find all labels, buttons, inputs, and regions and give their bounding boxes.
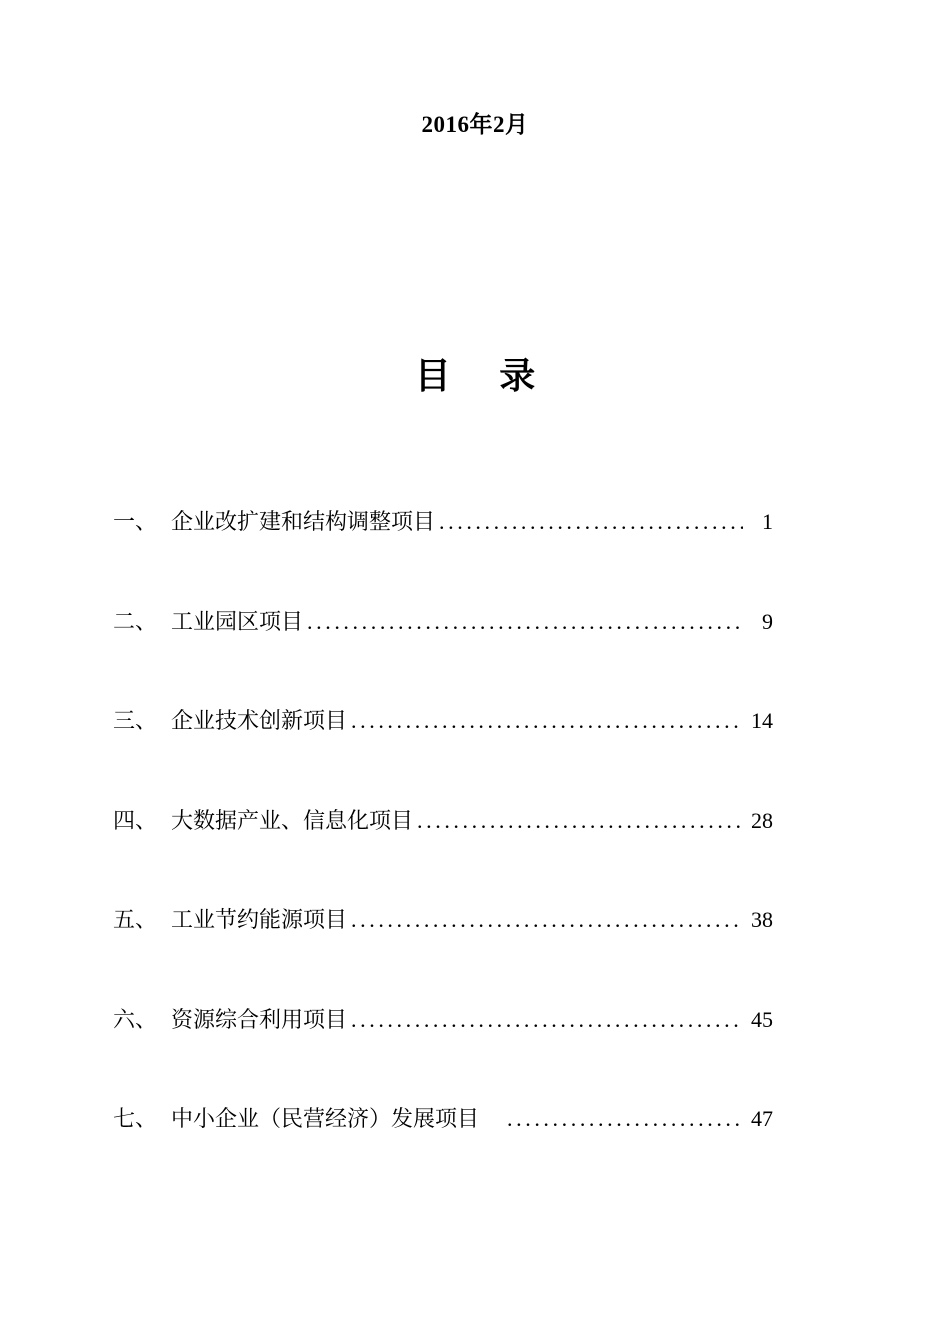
toc-entry-page: 28 bbox=[751, 807, 773, 833]
toc-entry-title: 工业节约能源项目 bbox=[171, 908, 348, 933]
toc-entry-title: 资源综合利用项目 bbox=[171, 1007, 348, 1033]
toc-entry-page: 47 bbox=[751, 1106, 773, 1131]
toc-dot-leader bbox=[351, 907, 743, 933]
toc-dot-leader bbox=[417, 808, 743, 834]
toc-dot-leader bbox=[439, 509, 743, 535]
toc-entry-number: 六、 bbox=[113, 1007, 158, 1033]
toc-dot-leader bbox=[307, 609, 743, 635]
toc-entry-number: 一、 bbox=[113, 510, 158, 535]
document-date: 2016年2月 bbox=[421, 112, 529, 137]
toc-entry-number: 七、 bbox=[113, 1107, 158, 1132]
toc-entry-title: 工业园区项目 bbox=[171, 609, 304, 635]
toc-entry-title: 企业改扩建和结构调整项目 bbox=[171, 510, 436, 535]
toc-entry-title: 企业技术创新项目 bbox=[171, 709, 348, 734]
toc-entry-number: 二、 bbox=[113, 609, 158, 635]
toc-entry-number: 四、 bbox=[113, 808, 158, 834]
toc-dot-leader bbox=[351, 1007, 743, 1033]
toc-entry-number: 五、 bbox=[113, 908, 158, 933]
toc-dot-leader bbox=[507, 1106, 743, 1132]
toc-entry-1[interactable] bbox=[113, 505, 773, 605]
toc-entry-page: 38 bbox=[751, 907, 773, 932]
toc-entry-page: 1 bbox=[762, 509, 773, 534]
toc-entry-2[interactable] bbox=[113, 605, 773, 705]
toc-entry-5[interactable] bbox=[113, 903, 773, 1003]
toc-entry-3[interactable] bbox=[113, 704, 773, 804]
toc-entry-page: 45 bbox=[751, 1006, 773, 1032]
toc-entry-7[interactable] bbox=[113, 1102, 773, 1202]
toc-entry-title: 中小企业（民营经济）发展项目 bbox=[171, 1107, 480, 1132]
toc-dot-leader bbox=[351, 708, 743, 734]
toc-entry-title: 大数据产业、信息化项目 bbox=[171, 808, 414, 834]
toc-title: 目 录 bbox=[414, 356, 554, 397]
toc-entry-6[interactable] bbox=[113, 1003, 773, 1103]
toc-entry-page: 9 bbox=[762, 608, 773, 634]
toc-entry-4[interactable] bbox=[113, 804, 773, 904]
toc-entry-page: 14 bbox=[751, 708, 773, 733]
toc-entry-number: 三、 bbox=[113, 709, 158, 734]
toc-list bbox=[113, 505, 773, 1202]
